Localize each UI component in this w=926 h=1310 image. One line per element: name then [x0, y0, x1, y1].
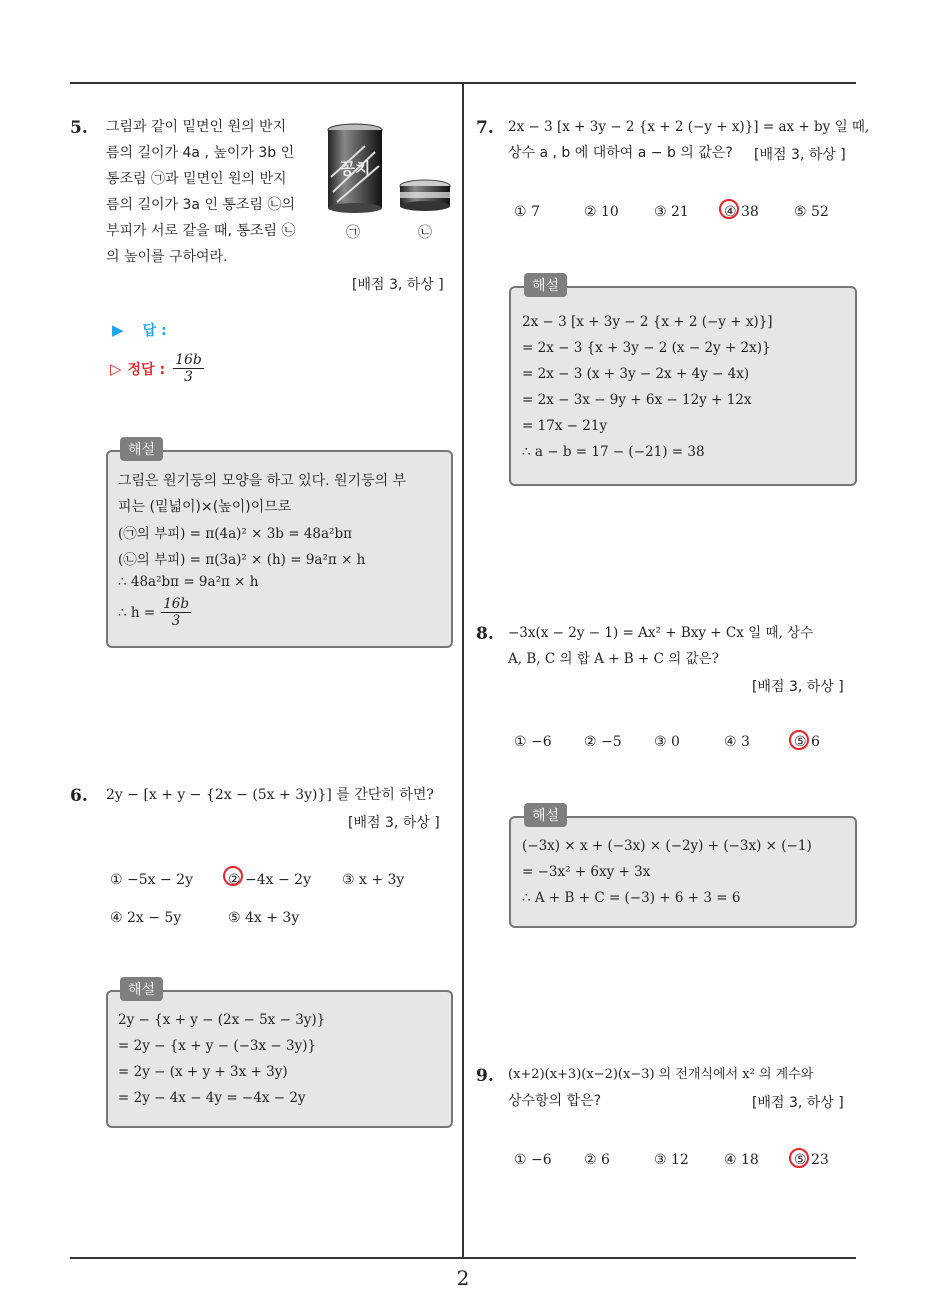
solution-line: = 2x − 3 {x + 3y − 2 (x − 2y + 2x)}	[522, 340, 771, 356]
q5-solution-tag: 해설	[120, 437, 163, 461]
solution-line: 피는 (밑넓이)×(높이)이므로	[118, 499, 292, 515]
solution-line: 2y − {x + y − (2x − 5x − 3y)}	[118, 1012, 326, 1028]
answer-circle-mark	[223, 866, 243, 886]
q7-line2: 상수 a , b 에 대하여 a − b 의 값은?	[508, 145, 733, 161]
tall-can-image	[325, 122, 385, 214]
fraction-numerator: 16b	[163, 596, 190, 612]
solution-line-fraction	[118, 596, 191, 629]
option-4[interactable]: ④ 18	[724, 1152, 759, 1168]
option-3[interactable]: ③ 12	[654, 1152, 689, 1168]
solution-fraction	[161, 596, 191, 629]
q5-answer-row	[112, 320, 167, 340]
option-1[interactable]: ① −6	[514, 734, 552, 750]
can-label: 꽁치	[339, 159, 371, 178]
solution-line: = 2y − (x + y + 3x + 3y)	[118, 1064, 288, 1080]
image-label-1: ㉠	[346, 225, 360, 241]
q8-line1: −3x(x − 2y − 1) = Ax² + Bxy + Cx 일 때, 상수	[508, 625, 814, 641]
correct-fraction	[173, 352, 204, 385]
option-5[interactable]: ⑤ 52	[794, 204, 829, 220]
option-4[interactable]: ④ 3	[724, 734, 750, 750]
solution-line: ∴ h =	[118, 604, 156, 621]
play-arrow-icon: ▶	[112, 321, 124, 339]
solution-line: = 2y − {x + y − (−3x − 3y)}	[118, 1038, 317, 1054]
solution-line: 그림은 원기둥의 모양을 하고 있다. 원기둥의 부	[118, 473, 407, 489]
answer-circle-mark	[789, 1148, 809, 1168]
q8-number: 8.	[476, 624, 494, 644]
solution-line: = 2y − 4x − 4y = −4x − 2y	[118, 1090, 306, 1106]
fraction-denominator: 3	[171, 613, 181, 629]
q5-number: 5.	[70, 118, 88, 138]
q8-line2: A, B, C 의 합 A + B + C 의 값은?	[508, 651, 719, 667]
q7-score: [배점 3, 하상 ]	[754, 147, 846, 163]
option-1[interactable]: ① −5x − 2y	[110, 872, 193, 888]
q5-line: 의 높이를 구하여라.	[106, 249, 228, 265]
solution-line: (㉡의 부피) = π(3a)² × (h) = 9a²π × h	[118, 552, 366, 568]
q6-number: 6.	[70, 786, 88, 806]
q9-score: [배점 3, 하상 ]	[752, 1095, 844, 1111]
solution-line: 2x − 3 [x + 3y − 2 {x + 2 (−y + x)}]	[522, 314, 773, 330]
solution-line: (㉠의 부피) = π(4a)² × 3b = 48a²bπ	[118, 526, 352, 542]
fraction-denominator: 3	[184, 369, 193, 385]
q7-line1: 2x − 3 [x + 3y − 2 {x + 2 (−y + x)}] = ax + by 일 때,	[508, 119, 870, 135]
q5-score: [배점 3, 하상 ]	[352, 277, 444, 293]
option-5[interactable]: ⑤ 6	[794, 734, 820, 750]
option-3[interactable]: ③ 0	[654, 734, 680, 750]
option-3[interactable]: ③ x + 3y	[342, 872, 405, 888]
q5-line: 름의 길이가 4a , 높이가 3b 인	[106, 145, 295, 161]
column-divider	[462, 84, 464, 1258]
q7-solution-tag: 해설	[524, 273, 567, 297]
answer-circle-mark	[719, 199, 739, 219]
outline-arrow-icon: ▷	[110, 359, 122, 378]
q5-line: 부피가 서로 같을 때, 통조림 ㉡	[106, 223, 296, 239]
q5-line: 그림과 같이 밑면인 원의 반지	[106, 119, 287, 135]
solution-line: = −3x² + 6xy + 3x	[522, 864, 651, 880]
q6-solution-box	[106, 990, 453, 1128]
solution-line: = 2x − 3 (x + 3y − 2x + 4y − 4x)	[522, 366, 750, 382]
option-5[interactable]: ⑤ 23	[794, 1152, 829, 1168]
solution-line: (−3x) × x + (−3x) × (−2y) + (−3x) × (−1)	[522, 838, 812, 854]
option-3[interactable]: ③ 21	[654, 204, 689, 220]
option-2[interactable]: ② 6	[584, 1152, 610, 1168]
q6-score: [배점 3, 하상 ]	[348, 815, 440, 831]
solution-line: ∴ 48a²bπ = 9a²π × h	[118, 574, 259, 590]
q7-number: 7.	[476, 118, 494, 138]
fraction-numerator: 16b	[175, 352, 202, 368]
q8-score: [배점 3, 하상 ]	[752, 679, 844, 695]
q5-correct-row	[110, 352, 204, 385]
option-2[interactable]: ② −4x − 2y	[228, 872, 311, 888]
solution-line: ∴ A + B + C = (−3) + 6 + 3 = 6	[522, 890, 741, 906]
option-4[interactable]: ④ 38	[724, 204, 759, 220]
solution-line: ∴ a − b = 17 − (−21) = 38	[522, 444, 705, 460]
q5-line: 통조림 ㉠과 밑면인 원의 반지	[106, 171, 287, 187]
option-2[interactable]: ② 10	[584, 204, 619, 220]
page-number: 2	[456, 1266, 470, 1290]
solution-line: = 17x − 21y	[522, 418, 608, 434]
q6-text: 2y − [x + y − {2x − (5x + 3y)}] 를 간단히 하면?	[106, 787, 434, 803]
image-label-2: ㉡	[418, 225, 432, 241]
q9-line1: (x+2)(x+3)(x−2)(x−3) 의 전개식에서 x² 의 계수와	[508, 1067, 814, 1082]
answer-label: 답 :	[142, 323, 167, 339]
option-5[interactable]: ⑤ 4x + 3y	[228, 910, 300, 926]
q9-line2: 상수항의 합은?	[508, 1093, 602, 1109]
option-1[interactable]: ① −6	[514, 1152, 552, 1168]
q5-text	[106, 114, 295, 270]
option-2[interactable]: ② −5	[584, 734, 622, 750]
q6-solution-tag: 해설	[120, 977, 163, 1001]
short-can-image	[397, 178, 453, 214]
answer-circle-mark	[789, 730, 809, 750]
q8-solution-tag: 해설	[524, 803, 567, 827]
option-1[interactable]: ① 7	[514, 204, 540, 220]
option-4[interactable]: ④ 2x − 5y	[110, 910, 182, 926]
q9-number: 9.	[476, 1066, 494, 1086]
correct-label: 정답 :	[127, 361, 166, 378]
bottom-rule	[70, 1257, 856, 1259]
q5-line: 름의 길이가 3a 인 통조림 ㉡의	[106, 197, 295, 213]
solution-line: = 2x − 3x − 9y + 6x − 12y + 12x	[522, 392, 752, 408]
